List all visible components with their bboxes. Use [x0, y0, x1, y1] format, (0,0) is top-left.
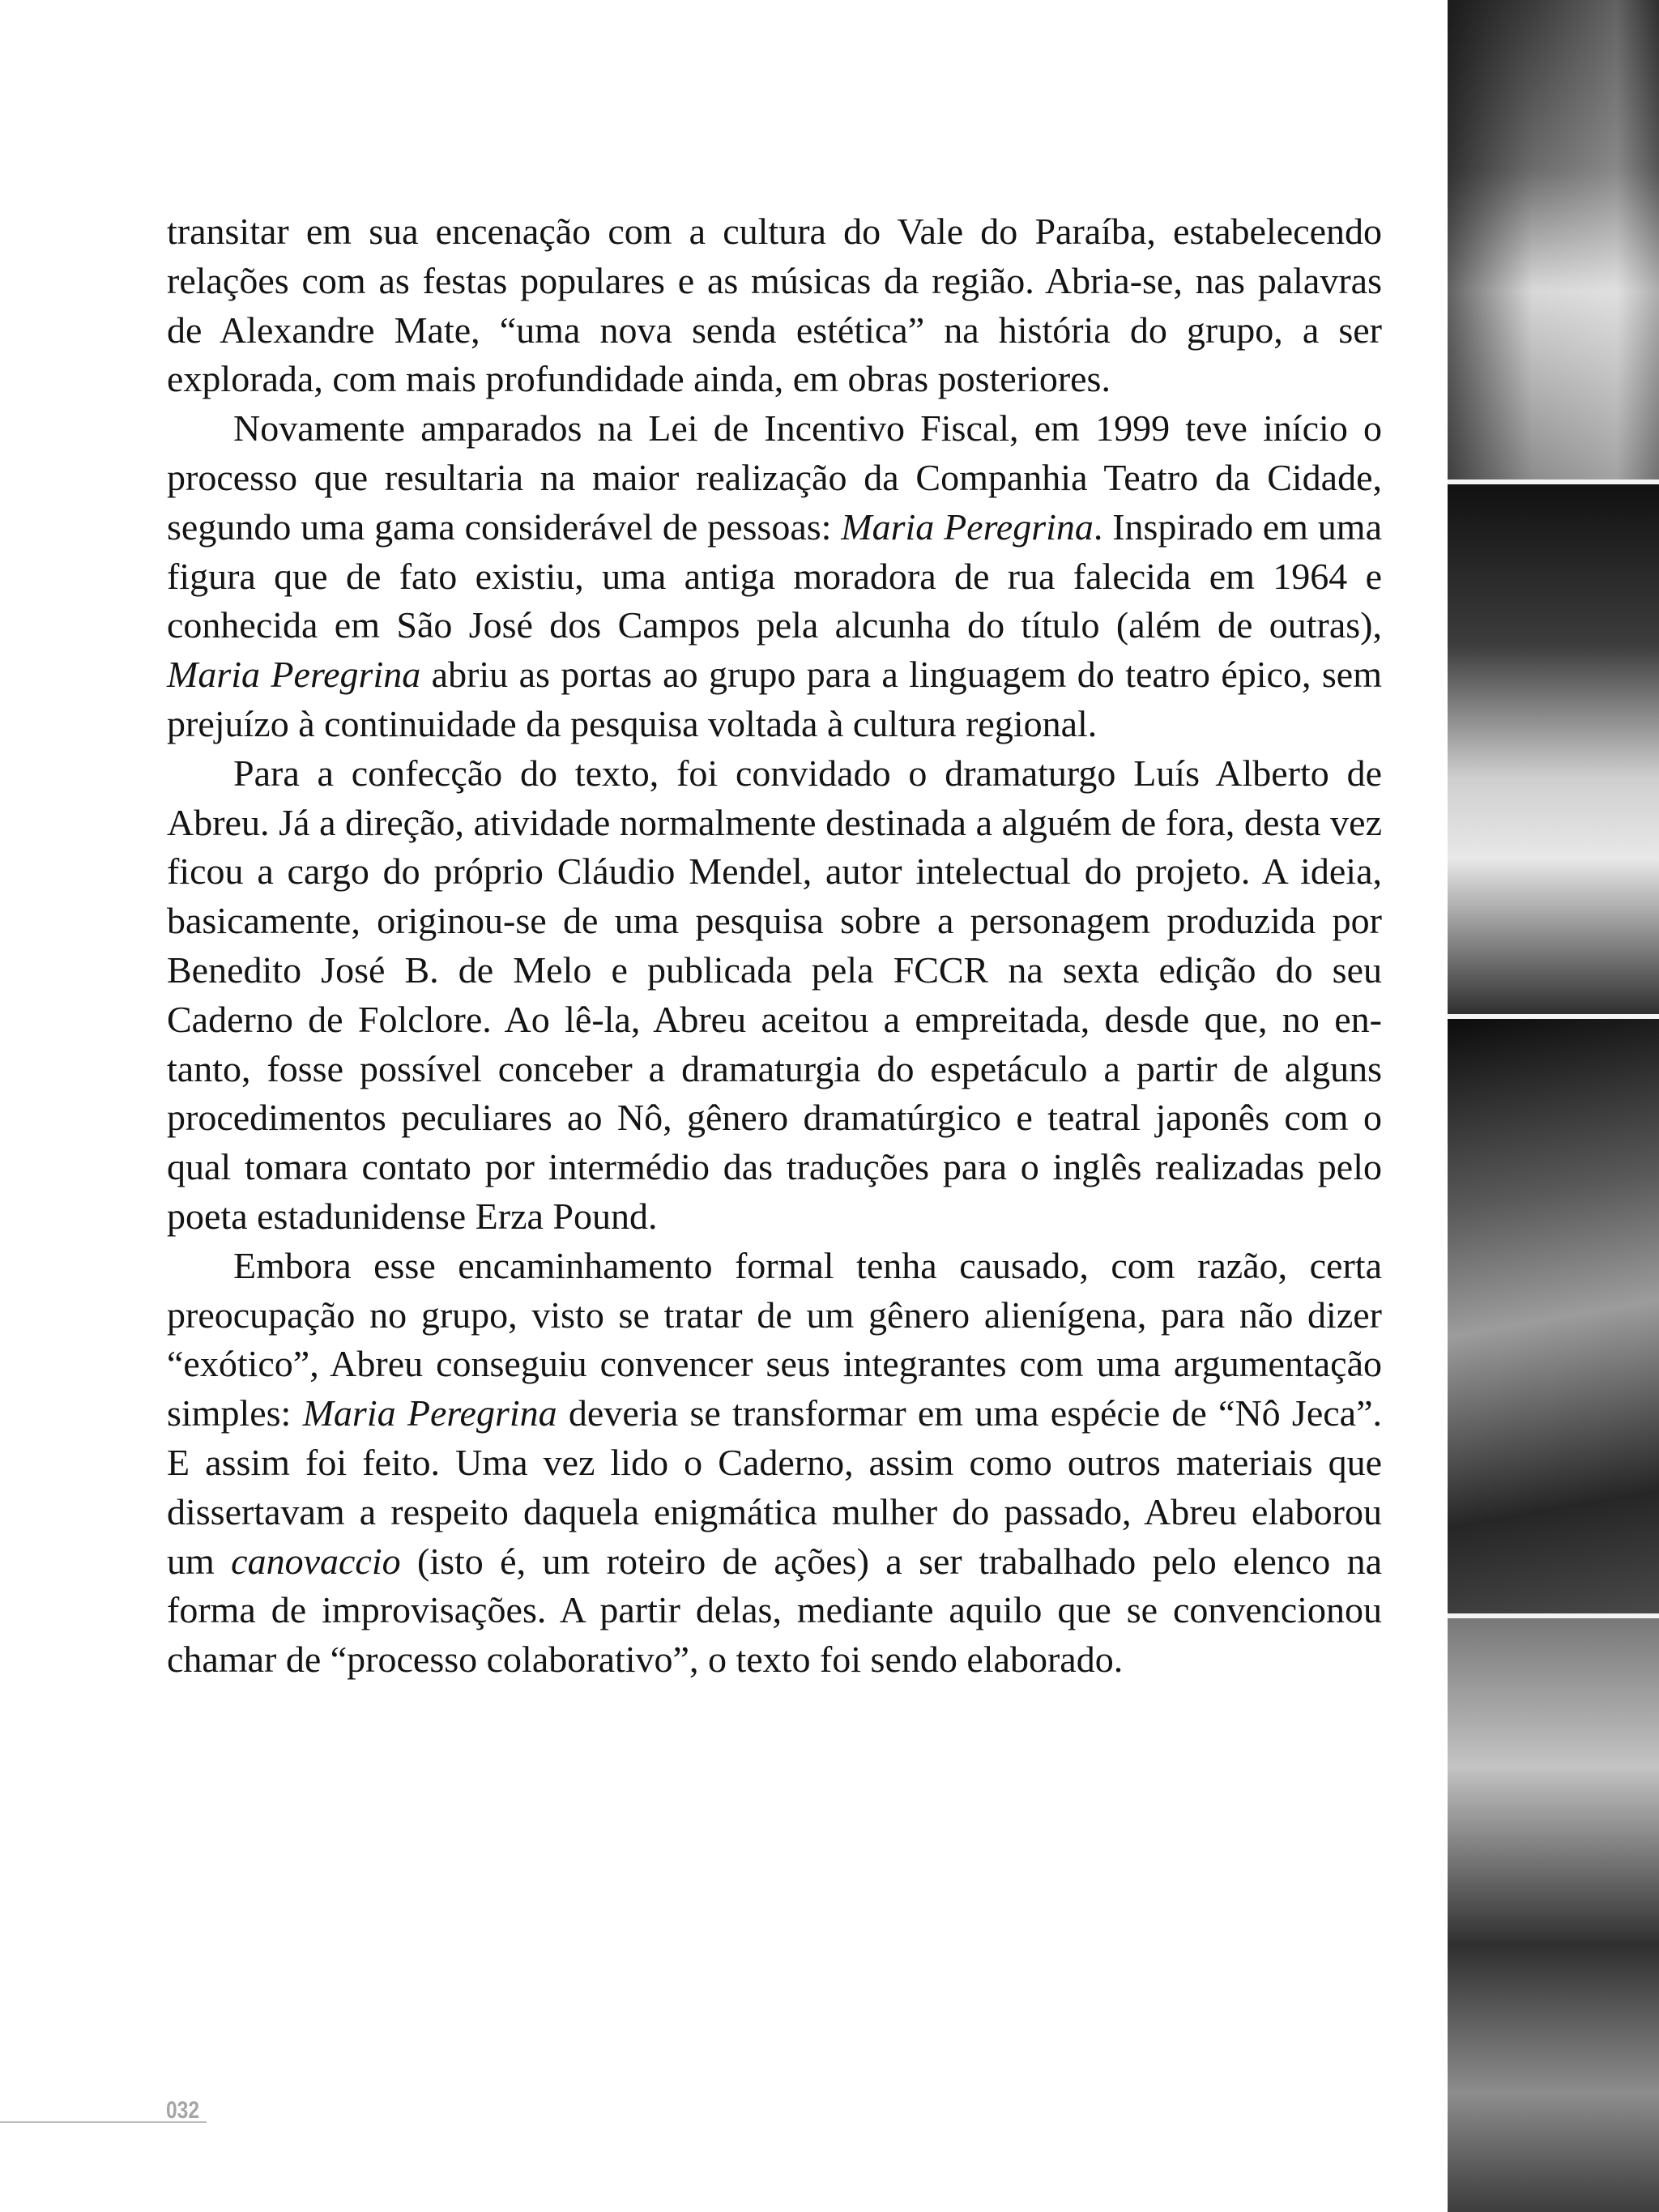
paragraph: [167, 749, 1382, 1242]
text-run: transitar em sua encenação com a cultura do Vale do Paraíba, estabelecendo relações com as festas populares e as músicas da região. Abria-se, nas palavras de Alexandre Mate, “uma nova senda estética” na história do grupo, a ser explorada, com mais profundidade ainda, em obras posteriores.: [167, 211, 1382, 400]
photo-performer-white-shirt: [1448, 484, 1659, 1019]
text-run: Novamente amparados na Lei de Incentivo Fiscal, em 1999 teve início o processo que resultaria na maior realização da Companhia Teatro da Cidade, segundo uma gama considerável de pessoas:: [167, 407, 1382, 548]
photo-procession-scene: [1448, 1618, 1659, 2212]
text-run: (isto é, um roteiro de ações) a ser trabalhado pelo elenco na forma de improvisações. A partir delas, mediante aquilo que se convencionou chamar de “processo colaborativo”, o texto foi sendo elaborado.: [167, 1540, 1383, 1681]
paragraph: [167, 207, 1382, 404]
italic-title: canovaccio: [231, 1540, 401, 1582]
text-run: abriu as portas ao grupo para a linguagem do teatro épico, sem prejuízo à continuidade da pesquisa voltada à cultura regional.: [167, 654, 1382, 744]
photo-actor-with-hat-shading: [1448, 0, 1659, 484]
page-number: 032: [166, 2097, 200, 2124]
paragraph: [167, 404, 1382, 749]
text-run: Embora esse encaminhamento formal tenha causado, com razão, certa preocupação no grupo, visto se tratar de um gênero alienígena, para não dizer “exótico”, Abreu conseguiu convencer seus integrantes com uma argumentação simples:: [167, 1244, 1382, 1434]
italic-title: Maria Peregrina: [167, 654, 421, 696]
text-run: Para a confecção do texto, foi convidado o dramaturgo Luís Alberto de Abreu. Já a direção, atividade normalmente destinada a alguém de fora, desta vez ficou a cargo do próprio Cláudio Mendel, autor intelectual do projeto. A ideia, basicamente, originou-se de uma pesquisa sobre a personagem produzida por Benedito José B. de Melo e publicada pela FCCR na sexta edição do seu Caderno de Folclore. Ao lê-la, Abreu aceitou a empreitada, desde que, no entanto, fosse possível conceber a dramaturgia do espetáculo a partir de alguns procedimentos peculiares ao Nô, gênero dramatúrgico e teatral japonês com o qual tomara contato por intermédio das traduções para o inglês realizadas pelo poeta estadunidense Erza Pound.: [167, 752, 1382, 1237]
text-run: deveria se transformar em uma espécie de “Nô Jeca”. E assim foi feito. Uma vez lido o Caderno, assim como outros materiais que dissertavam a respeito daquela enigmática mulher do passado, Abreu elaborou um: [167, 1392, 1382, 1582]
text-run: . Inspirado em uma figura que de fato existiu, uma antiga moradora de rua falecida em 1964 e conhecida em São José dos Campos pela alcunha do título (além de outras),: [167, 505, 1382, 646]
photo-umbrella-scene: [1448, 1019, 1659, 1618]
body-text: [167, 207, 1382, 1685]
italic-title: Maria Peregrina: [841, 505, 1094, 548]
photo-strip: [1448, 0, 1659, 2212]
page-footer: [0, 2097, 207, 2129]
italic-title: Maria Peregrina: [302, 1392, 557, 1434]
paragraph: [167, 1242, 1382, 1685]
